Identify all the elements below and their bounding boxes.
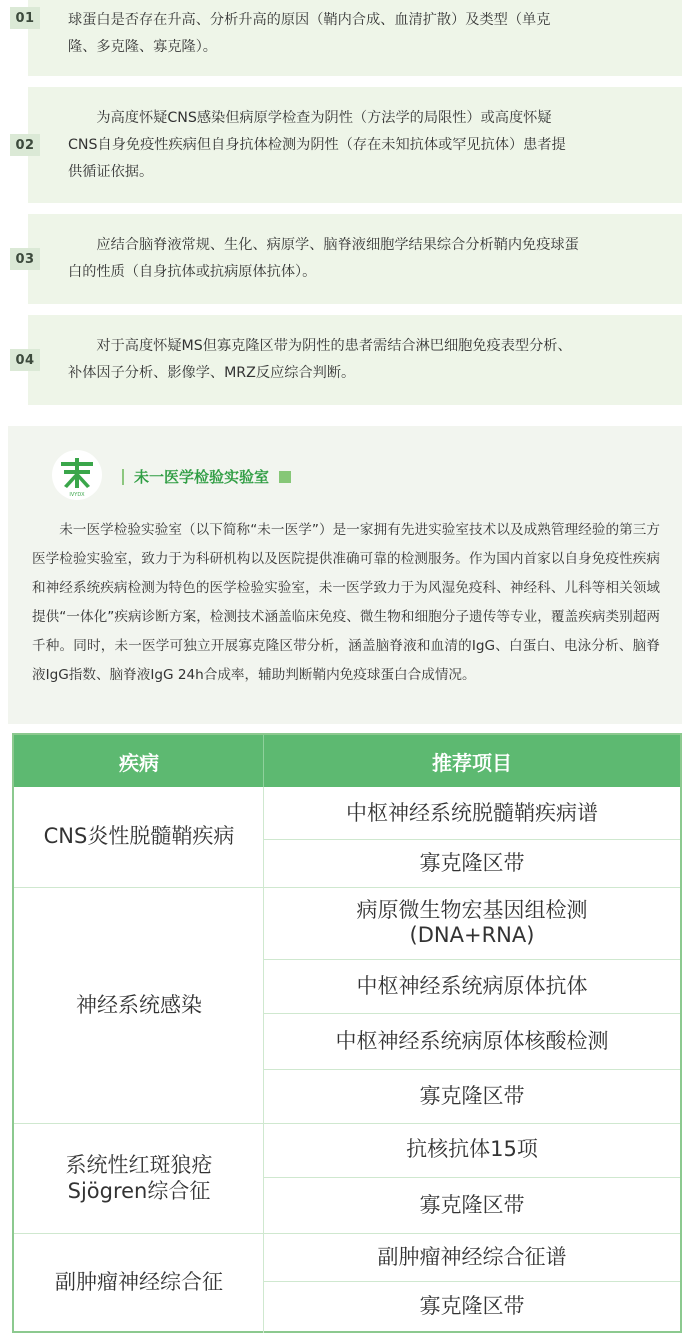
recommendation-table xyxy=(12,733,682,1333)
disease-name: 副肿瘤神经综合征 xyxy=(55,1270,223,1294)
disease-name: 神经系统感染 xyxy=(76,993,202,1017)
point-03-line-1: 应结合脑脊液常规、生化、病原学、脑脊液细胞学结果综合分析鞘内免疫球蛋 xyxy=(96,237,579,253)
disease-sle-sjogren xyxy=(14,1123,264,1233)
point-04-line-2: 补体因子分析、影像学、MRZ反应综合判断。 xyxy=(68,365,356,381)
item-row: 寡克隆区带 xyxy=(419,1192,525,1217)
point-02-line-1: 为高度怀疑CNS感染但病原学检查为阴性（方法学的局限性）或高度怀疑 xyxy=(96,109,552,126)
point-card-02 xyxy=(28,87,682,203)
table-header xyxy=(14,735,680,787)
disease-name: CNS炎性脱髓鞘疾病 xyxy=(43,824,235,848)
point-02-line-3: 供循证依据。 xyxy=(68,163,154,180)
point-04-line-1: 对于高度怀疑MS但寡克隆区带为阴性的患者需结合淋巴细胞免疫表型分析、 xyxy=(96,338,572,354)
item-row: 中枢神经系统脱髓鞘疾病谱 xyxy=(346,800,598,825)
lab-title: 未一医学检验实验室 xyxy=(134,468,270,486)
item-row: 寡克隆区带 xyxy=(419,1083,525,1108)
disease-name-line-2: Sjögren综合征 xyxy=(67,1179,211,1203)
lab-logo xyxy=(52,450,102,500)
lab-intro-section xyxy=(8,426,682,724)
header-recommended-items: 推荐项目 xyxy=(432,750,512,775)
lab-description: 未一医学检验实验室（以下简称“未一医学”）是一家拥有先进实验室技术以及成熟管理经验的第三方医学检验实验室，致力于为科研机构以及医院提供准确可靠的检测服务。作为国内首家以自身免疫性疾病和神经系统疾病检测为特色的医学检验实验室，未一医学致力于为风湿免疫科、神经科、儿科等相关领域提供“一体化”疾病诊断方案，检测技术涵盖临床免疫、微生物和细胞分子遗传等专业，覆盖疾病类别超两千种。同时，未一医学可独立开展寡克隆区带分析，涵盖脑脊液和血清的IgG、白蛋白、电泳分析、脑脊液IgG指数、脑脊液IgG 24h合成率，辅助判断鞘内免疫球蛋白合成情况。 xyxy=(32,522,660,683)
item-row: 寡克隆区带 xyxy=(419,850,525,875)
item-row: 寡克隆区带 xyxy=(419,1293,525,1318)
title-bar-decoration xyxy=(122,469,124,485)
lab-logo-sub: IVYDX xyxy=(69,492,85,498)
point-number-04: 04 xyxy=(10,349,40,371)
lab-title-row xyxy=(122,466,291,487)
item-row xyxy=(264,887,680,959)
header-disease: 疾病 xyxy=(119,750,159,775)
point-card-04 xyxy=(28,315,682,405)
disease-paraneoplastic xyxy=(14,1233,264,1331)
point-01-line-1: 球蛋白是否存在升高、分析升高的原因（鞘内合成、血清扩散）及类型（单克 xyxy=(68,12,551,28)
disease-name-line-1: 系统性红斑狼疮 xyxy=(65,1153,213,1177)
disease-cns-demyelinating xyxy=(14,787,264,885)
item-row: 副肿瘤神经综合征谱 xyxy=(377,1244,567,1269)
point-02-line-2: CNS自身免疫性疾病但自身抗体检测为阴性（存在未知抗体或罕见抗体）患者提 xyxy=(68,136,566,153)
item-row: 中枢神经系统病原体抗体 xyxy=(356,973,588,998)
point-number-03: 03 xyxy=(10,248,40,270)
point-card-03 xyxy=(28,214,682,304)
point-card-01 xyxy=(28,0,682,76)
item-row: 中枢神经系统病原体核酸检测 xyxy=(335,1028,609,1053)
point-01-line-2: 隆、多克隆、寡克隆）。 xyxy=(68,39,217,55)
item-row: 抗核抗体15项 xyxy=(406,1136,538,1161)
point-number-01: 01 xyxy=(10,7,40,29)
disease-nervous-infection xyxy=(14,887,264,1123)
lab-logo-mark-icon xyxy=(52,450,102,500)
square-decoration-icon xyxy=(279,471,291,483)
item-mngs: 病原微生物宏基因组检测 (DNA+RNA) xyxy=(356,898,588,947)
point-number-02: 02 xyxy=(10,134,40,156)
point-03-line-2: 白的性质（自身抗体或抗病原体抗体）。 xyxy=(68,264,317,280)
